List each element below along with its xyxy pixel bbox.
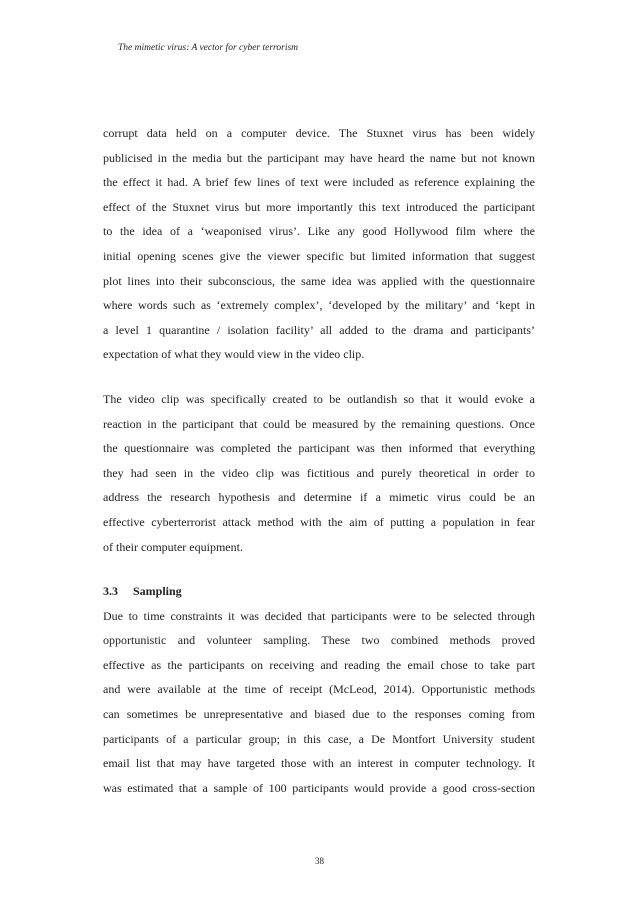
- paragraph-sampling: [103, 604, 535, 801]
- paragraph-line: opportunistic and volunteer sampling. These two combined methods proved: [103, 633, 535, 648]
- paragraph-spacer: [103, 367, 535, 387]
- paragraph-line: corrupt data held on a computer device. The Stuxnet virus has been widely: [103, 126, 535, 140]
- paragraph-line: Due to time constraints it was decided that participants were to be selected through: [103, 608, 535, 623]
- paragraph-line: can sometimes be unrepresentative and biased due to the responses coming from: [103, 707, 535, 722]
- paragraph-video-clip: [103, 387, 535, 559]
- paragraph-line: was estimated that a sample of 100 participants would provide a good cross-section: [103, 780, 535, 795]
- paragraph-line: address the research hypothesis and determine if a mimetic virus could be an: [103, 490, 535, 505]
- running-header: The mimetic virus: A vector for cyber terrorism: [118, 43, 299, 53]
- paragraph-line: email list that may have targeted those with an interest in computer technology. It: [103, 756, 535, 771]
- paragraph-line: and were available at the time of receipt (McLeod, 2014). Opportunistic methods: [103, 682, 535, 697]
- paragraph-line: a level 1 quarantine / isolation facility’ all added to the drama and participants’: [103, 322, 535, 337]
- paragraph-line: the questionnaire was completed the participant was then informed that everything: [103, 441, 535, 456]
- paragraph-line: initial opening scenes give the viewer specific but limited information that suggest: [103, 248, 535, 263]
- paragraph-line: publicised in the media but the participant may have heard the name but not known: [103, 150, 535, 165]
- paragraph-line: expectation of what they would view in the video clip.: [103, 347, 365, 362]
- paragraph-line: effect of the Stuxnet virus but more importantly this text introduced the participant: [103, 199, 535, 214]
- paragraph-line: The video clip was specifically created to be outlandish so that it would evoke a: [103, 391, 535, 406]
- page-number: 38: [315, 856, 324, 866]
- paragraph-line: they had seen in the video clip was fictitious and purely theoretical in order to: [103, 465, 535, 480]
- section-title: Sampling: [133, 584, 182, 599]
- paragraph-stuxnet: [103, 121, 535, 367]
- body-text: [103, 121, 535, 800]
- paragraph-line: where words such as ‘extremely complex’, ‘developed by the military’ and ‘kept in: [103, 298, 535, 313]
- paragraph-spacer: [103, 559, 535, 579]
- paragraph-line: plot lines into their subconscious, the same idea was applied with the questionnaire: [103, 273, 535, 288]
- paragraph-line: of their computer equipment.: [103, 539, 243, 554]
- paragraph-line: effective as the participants on receiving and reading the email chose to take part: [103, 657, 535, 672]
- paragraph-line: to the idea of a ‘weaponised virus’. Like any good Hollywood film where the: [103, 224, 535, 239]
- paragraph-line: participants of a particular group; in this case, a De Montfort University student: [103, 731, 535, 746]
- paragraph-line: effective cyberterrorist attack method with the aim of putting a population in fear: [103, 514, 535, 529]
- section-heading: [103, 579, 535, 604]
- section-number: 3.3: [103, 584, 118, 599]
- paragraph-line: reaction in the participant that could be measured by the remaining questions. Once: [103, 416, 535, 431]
- paragraph-line: the effect it had. A brief few lines of text were included as reference explaining the: [103, 175, 535, 190]
